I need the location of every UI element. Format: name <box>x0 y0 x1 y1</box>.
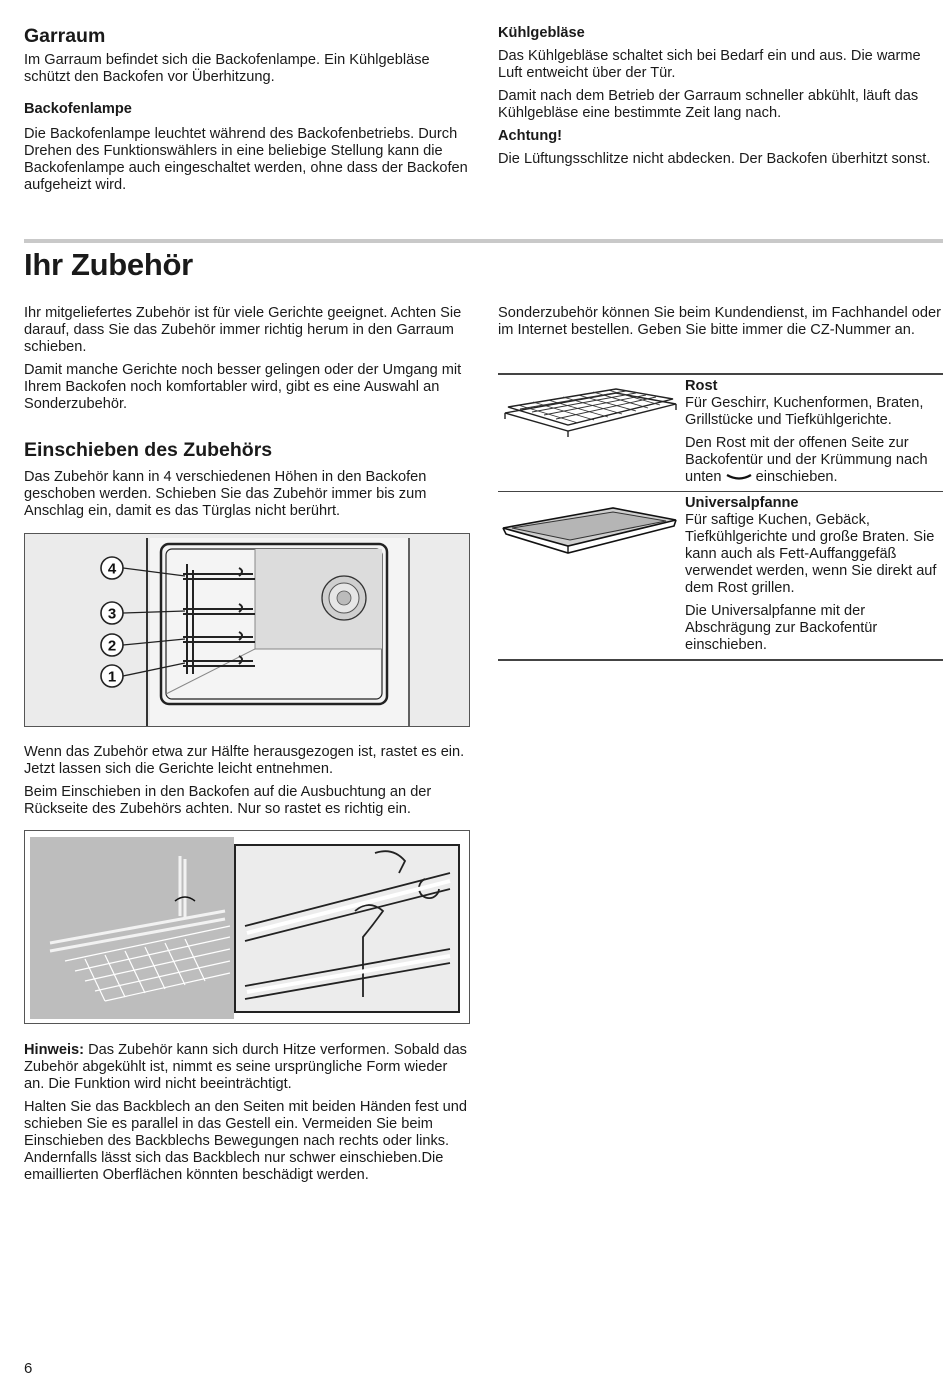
hint-paragraph <box>24 1042 469 1093</box>
garraum-column-left <box>24 25 469 194</box>
oven-levels-figure <box>24 533 470 727</box>
accessory-row-universalpfanne <box>498 492 943 659</box>
backofenlampe-title: Backofenlampe <box>24 101 132 117</box>
kuehlgeblaese-text-2: Damit nach dem Betrieb der Garraum schneller abkühlt, läuft das Kühlgebläse eine bestimmte Zeit lang nach. <box>498 88 919 121</box>
einschieben-text: Das Zubehör kann in 4 verschiedenen Höhen in den Backofen geschoben werden. Schieben Sie das Zubehör immer bis zum Anschlag ein, damit es das Türglas nicht berührt. <box>24 469 427 519</box>
hint-label: Hinweis: <box>24 1042 85 1058</box>
rost-note <box>685 435 943 486</box>
sonderzubehoer-text: Sonderzubehör können Sie beim Kundendienst, im Fachhandel oder im Internet bestellen. Geben Sie bitte immer die CZ-Nummer an. <box>498 305 941 338</box>
hint-block <box>24 1042 469 1184</box>
backofenlampe-text: Die Backofenlampe leuchtet während des Backofenbetriebs. Durch Drehen des Funktionswählers in eine beliebige Stellung kann die Backofenlampe auch eingeschaltet werden, ohne dass der Backofen aufgeheizt wird. <box>24 126 468 193</box>
accessory-table <box>498 373 943 661</box>
level-label-2: 2 <box>107 637 117 655</box>
einschieben-followup <box>24 744 469 818</box>
kuehlgeblaese-text-1: Das Kühlgebläse schaltet sich bei Bedarf ein und aus. Die warme Luft entweicht über der Tür. <box>498 48 921 81</box>
hint-text: Das Zubehör kann sich durch Hitze verformen. Sobald das Zubehör abgekühlt ist, nimmt es seine ursprüngliche Form wieder an. Die Funktion wird nicht beeinträchtigt. <box>24 1042 467 1092</box>
zubehoer-intro <box>24 305 469 413</box>
warning-text: Die Lüftungsschlitze nicht abdecken. Der Backofen überhitzt sonst. <box>498 151 931 167</box>
rost-desc: Für Geschirr, Kuchenformen, Braten, Grillstücke und Tiefkühlgerichte. <box>685 395 924 428</box>
garraum-column-right <box>498 25 943 168</box>
level-label-1: 1 <box>107 668 117 686</box>
rost-note-after: einschieben. <box>755 469 838 485</box>
einschieben-title: Einschieben des Zubehörs <box>24 439 273 461</box>
accessory-row-rost <box>498 375 943 492</box>
level-label-4: 4 <box>107 560 117 578</box>
zubehoer-intro-1: Ihr mitgeliefertes Zubehör ist für viele Gerichte geeignet. Achten Sie darauf, dass Sie das Zubehör immer richtig herum in den Garraum schieben. <box>24 305 462 355</box>
curve-down-icon <box>726 472 752 482</box>
kuehlgeblaese-title: Kühlgebläse <box>498 25 585 41</box>
garraum-title: Garraum <box>24 25 106 47</box>
level-label-3: 3 <box>107 605 117 623</box>
zubehoer-title: Ihr Zubehör <box>24 247 193 282</box>
page-number: 6 <box>24 1360 33 1377</box>
garraum-intro: Im Garraum befindet sich die Backofenlampe. Ein Kühlgebläse schützt den Backofen vor Überhitzung. <box>24 52 430 85</box>
einschieben-text-2: Wenn das Zubehör etwa zur Hälfte herausgezogen ist, rastet es ein. Jetzt lassen sich die Gerichte leicht entnehmen. <box>24 744 465 777</box>
universalpfanne-image <box>498 498 678 568</box>
rost-title: Rost <box>685 378 718 394</box>
zubehoer-intro-2: Damit manche Gerichte noch besser gelingen oder der Umgang mit Ihrem Backofen noch komfortabler wird, gibt es eine Auswahl an Sonderzubehör. <box>24 362 462 412</box>
einschieben-text-3: Beim Einschieben in den Backofen auf die Ausbuchtung an der Rückseite des Zubehörs achten. Nur so rastet es richtig ein. <box>24 784 432 817</box>
rost-note-before: Den Rost mit der offenen Seite zur Backofentür und der Krümmung nach unten <box>685 435 928 485</box>
warning-title: Achtung! <box>498 128 563 144</box>
universalpfanne-desc: Für saftige Kuchen, Gebäck, Tiefkühlgerichte und große Braten. Sie kann auch als Fett-Auffanggefäß verwendet werden, wenn Sie direkt auf dem Rost grillen. <box>685 512 937 596</box>
universalpfanne-title: Universalpfanne <box>685 495 799 511</box>
einschieben-section <box>24 439 469 520</box>
section-divider <box>24 239 943 243</box>
sonderzubehoer-text-block <box>498 305 943 339</box>
rost-image <box>498 381 678 451</box>
universalpfanne-note: Die Universalpfanne mit der Abschrägung zur Backofentür einschieben. <box>685 603 878 653</box>
oven-illustration <box>25 534 469 726</box>
backblech-text: Halten Sie das Backblech an den Seiten mit beiden Händen fest und schieben Sie es parallel in das Gestell ein. Vermeiden Sie beim Einschieben des Backblechs Bewegungen nach rechts oder links. Andernfalls lässt sich das Backblech nur schwer einschieben.Die emaillierten Oberflächen könnten beschädigt werden. <box>24 1099 467 1183</box>
rail-detail-figure <box>24 830 470 1024</box>
rail-illustration <box>25 831 469 1023</box>
